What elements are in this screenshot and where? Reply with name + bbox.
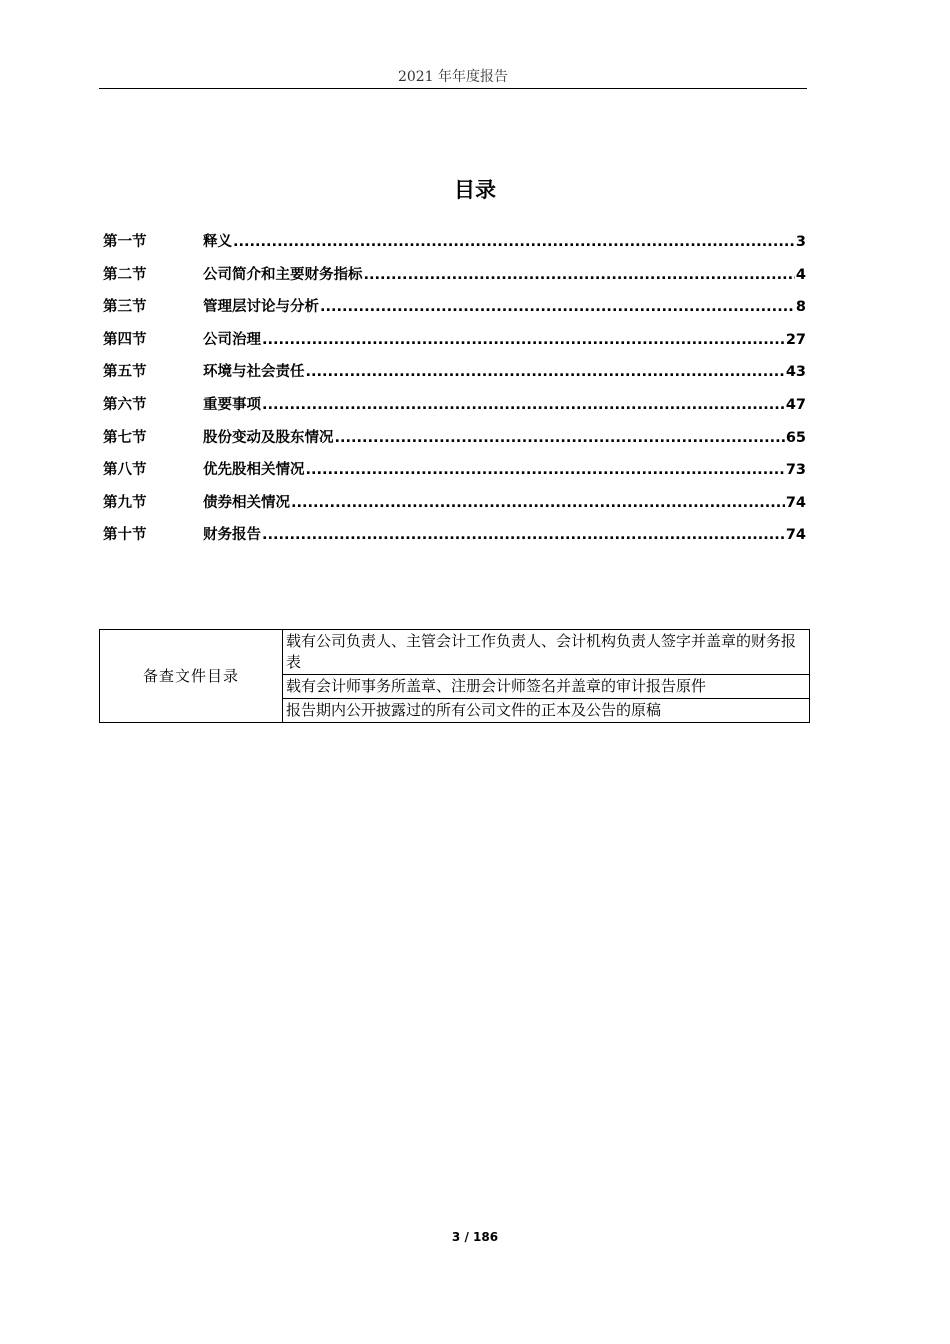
toc-section-number: 第六节 (103, 396, 147, 413)
toc-page-number: 4 (795, 266, 806, 283)
toc-dot-leader (364, 267, 795, 283)
toc-section-title: 债券相关情况 (203, 494, 290, 511)
toc-page-number: 27 (785, 331, 806, 348)
toc-dot-leader (233, 234, 795, 250)
toc-entry[interactable] (103, 491, 806, 524)
toc-dot-leader (306, 364, 785, 380)
toc-page-number: 73 (785, 462, 806, 479)
toc-dot-leader (262, 397, 785, 413)
toc-entry[interactable] (103, 393, 806, 426)
toc-section-title: 环境与社会责任 (203, 364, 305, 381)
table-row (100, 630, 810, 675)
toc-section-title: 股份变动及股东情况 (203, 429, 334, 446)
toc-section-number: 第三节 (103, 299, 147, 316)
toc-dot-leader (262, 332, 785, 348)
toc-entry[interactable] (103, 263, 806, 296)
toc-section-number: 第四节 (103, 331, 147, 348)
toc-entry[interactable] (103, 360, 806, 393)
toc-section-number: 第九节 (103, 494, 147, 511)
header-divider (99, 88, 807, 89)
toc-dot-leader (291, 495, 785, 511)
toc-section-title: 公司简介和主要财务指标 (203, 266, 363, 283)
toc-section-number: 第十节 (103, 527, 147, 544)
toc-entry[interactable] (103, 523, 806, 556)
toc-section-title: 财务报告 (203, 527, 261, 544)
toc-page-number: 3 (795, 234, 806, 250)
toc-page-number: 43 (785, 364, 806, 381)
toc-section-title: 重要事项 (203, 396, 261, 413)
toc-section-number: 第七节 (103, 429, 147, 446)
toc-dot-leader (320, 299, 795, 315)
reference-document-item: 载有会计师事务所盖章、注册会计师签名并盖章的审计报告原件 (283, 675, 810, 699)
reference-documents-table (99, 629, 810, 723)
toc-title: 目录 (454, 178, 496, 202)
table-of-contents (103, 230, 806, 556)
toc-entry[interactable] (103, 295, 806, 328)
toc-page-number: 74 (785, 494, 806, 511)
toc-entry[interactable] (103, 230, 806, 263)
page-number-footer: 3 / 186 (451, 1230, 499, 1244)
toc-section-number: 第一节 (103, 234, 147, 250)
toc-page-number: 65 (785, 429, 806, 446)
toc-entry[interactable] (103, 328, 806, 361)
toc-section-title: 管理层讨论与分析 (203, 299, 319, 316)
toc-dot-leader (306, 462, 785, 478)
toc-section-number: 第五节 (103, 364, 147, 381)
toc-entry[interactable] (103, 458, 806, 491)
page-header: 2021 年年度报告 (397, 69, 509, 85)
toc-dot-leader (262, 527, 785, 543)
reference-documents-label: 备查文件目录 (100, 630, 283, 723)
toc-entry[interactable] (103, 426, 806, 459)
reference-document-item: 报告期内公开披露过的所有公司文件的正本及公告的原稿 (283, 699, 810, 723)
toc-dot-leader (335, 430, 785, 446)
reference-document-item: 载有公司负责人、主管会计工作负责人、会计机构负责人签字并盖章的财务报表 (283, 630, 810, 675)
toc-section-title: 释义 (203, 234, 232, 250)
toc-section-title: 公司治理 (203, 331, 261, 348)
toc-page-number: 8 (795, 299, 806, 316)
toc-page-number: 47 (785, 396, 806, 413)
toc-section-number: 第二节 (103, 266, 147, 283)
toc-page-number: 74 (785, 527, 806, 544)
toc-section-title: 优先股相关情况 (203, 462, 305, 479)
toc-section-number: 第八节 (103, 462, 147, 479)
